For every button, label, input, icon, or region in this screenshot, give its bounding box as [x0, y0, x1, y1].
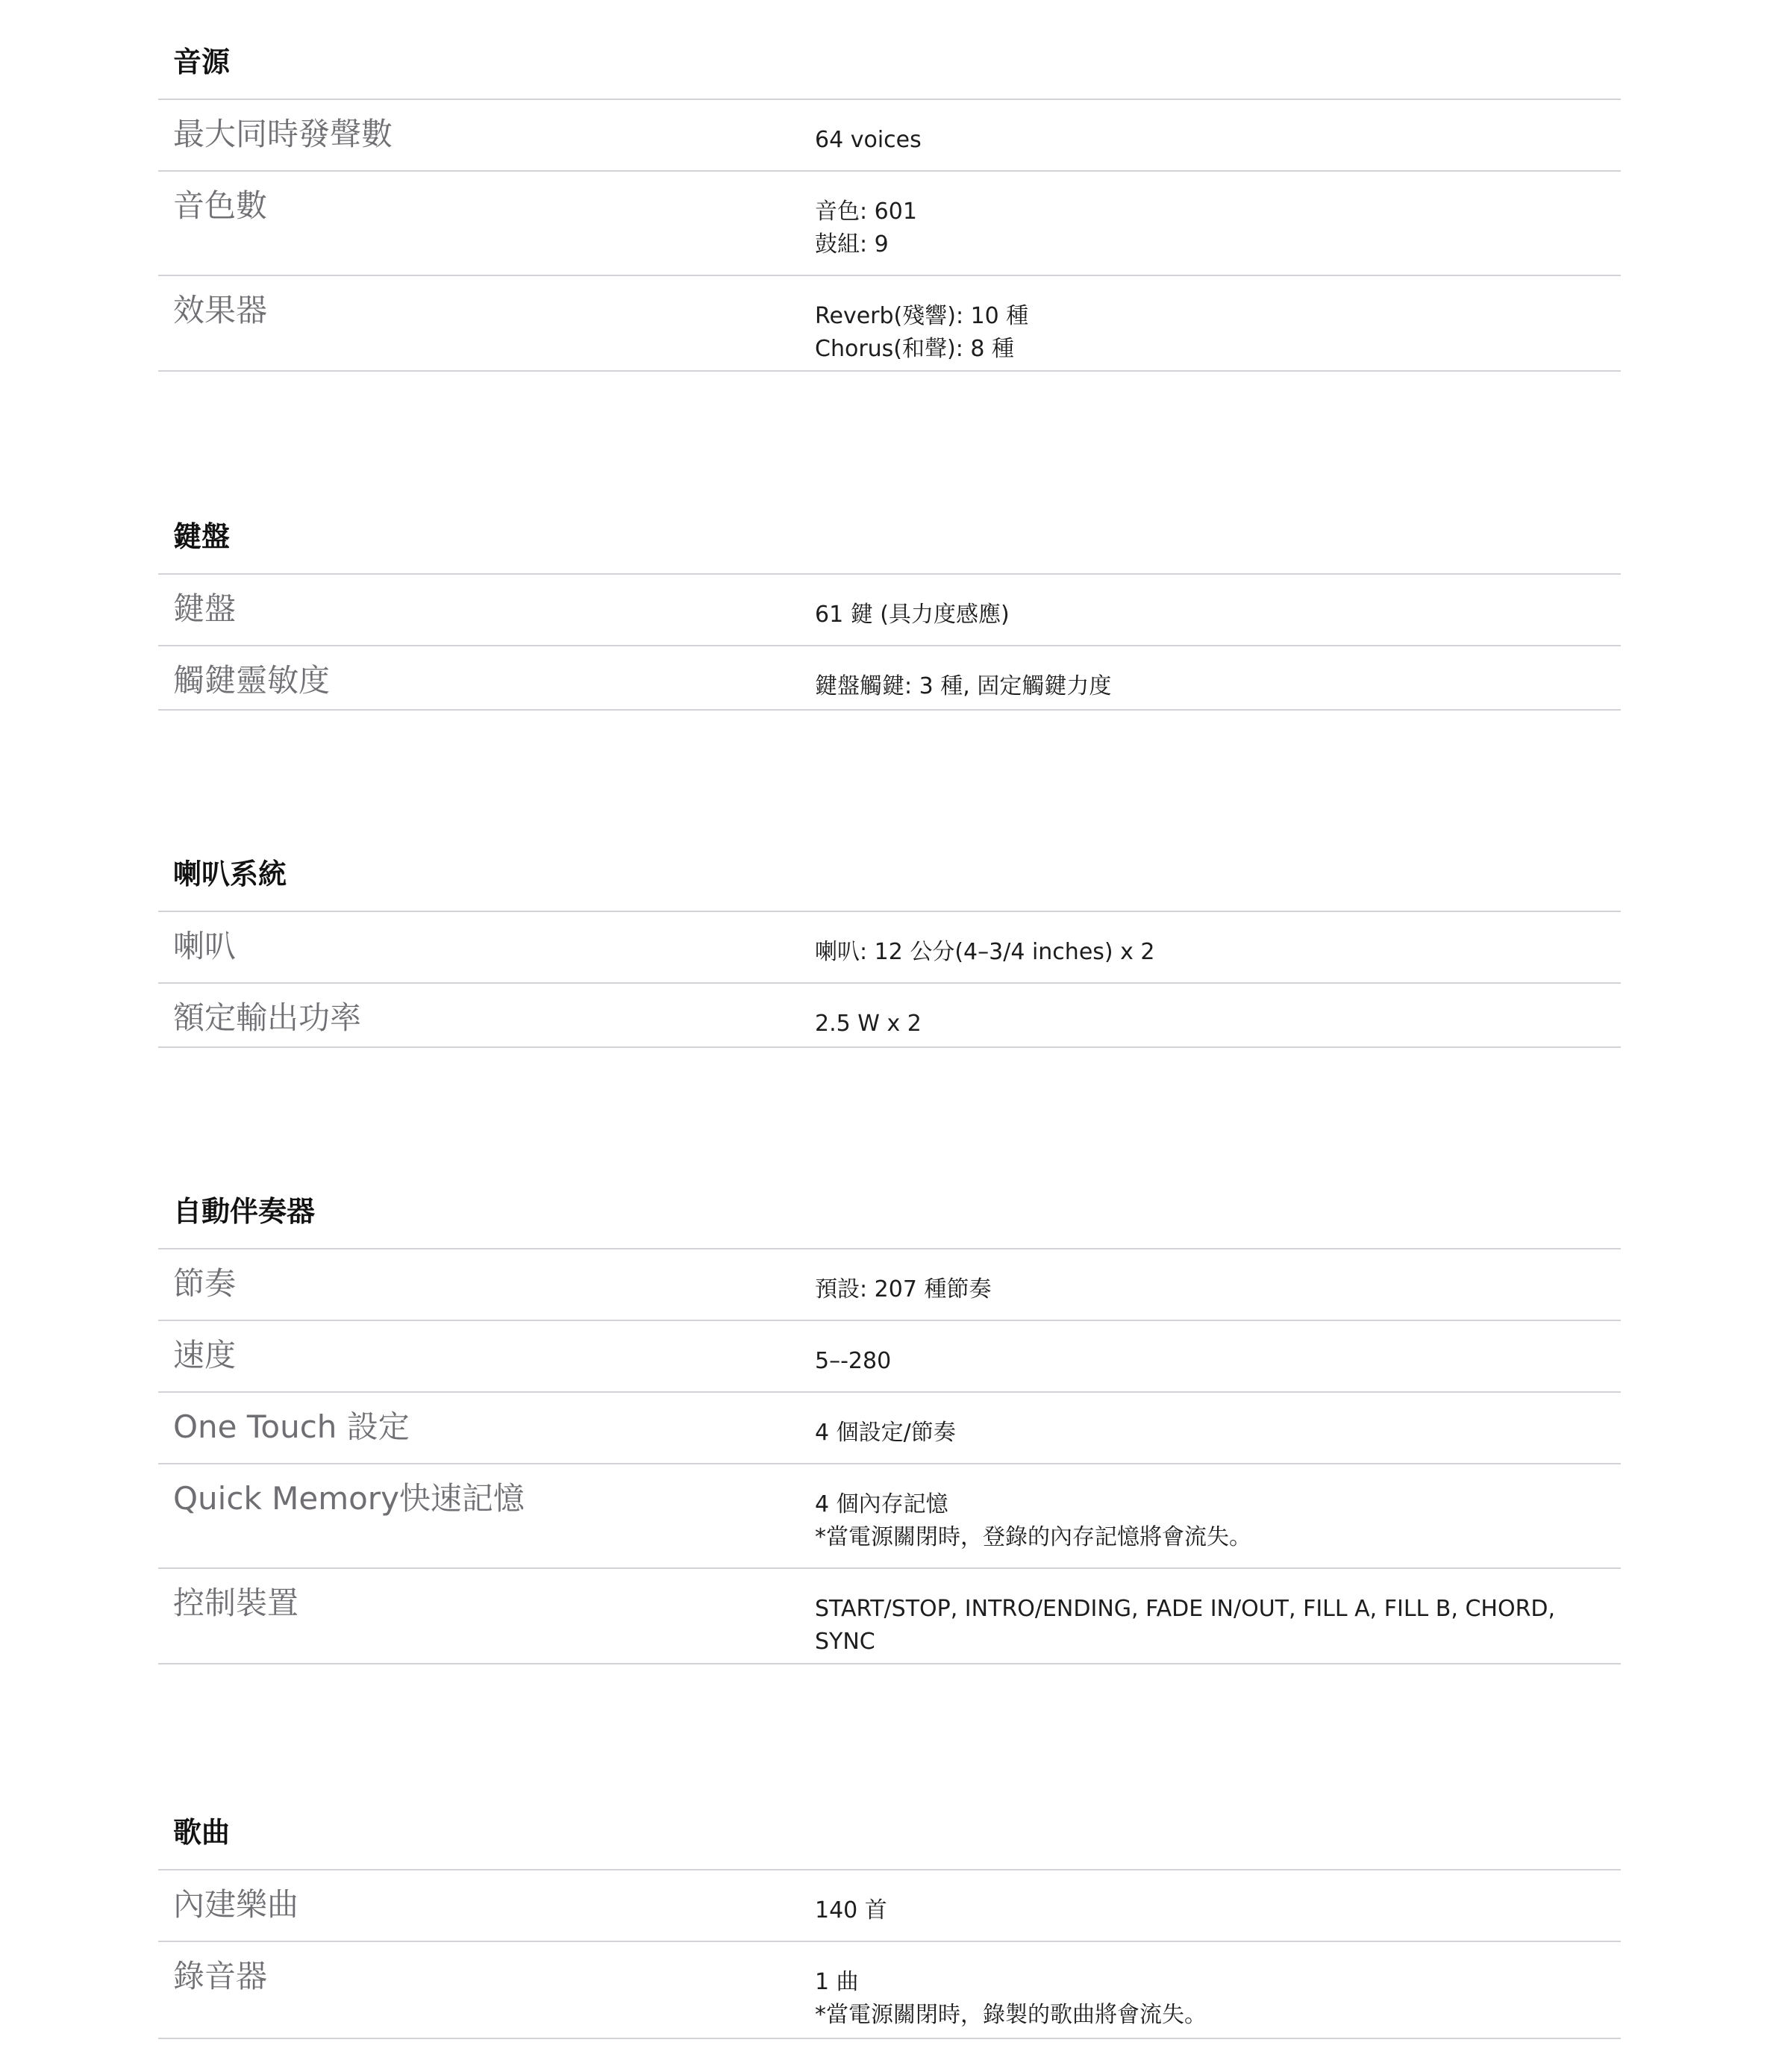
section-songs [158, 1796, 1621, 2039]
spec-row-quick-memory [158, 1464, 1621, 1569]
spec-label: 音色數 [173, 187, 268, 224]
spec-label: 節奏 [173, 1265, 237, 1302]
spec-value [815, 172, 1621, 275]
spec-value-line: 2.5 W x 2 [815, 1011, 922, 1037]
spec-label: 額定輸出功率 [173, 999, 362, 1036]
spec-value-line: 鍵盤觸鍵: 3 種, 固定觸鍵力度 [815, 673, 1112, 699]
section-tone-generator [158, 25, 1621, 372]
spec-value-line: 64 voices [815, 127, 922, 153]
section-title: 喇叭系統 [158, 837, 1621, 912]
spec-label: 觸鍵靈敏度 [173, 662, 331, 699]
spec-value-line: 1 曲 [815, 1969, 859, 1995]
spec-label: 鍵盤 [173, 590, 237, 627]
spec-row-tempo [158, 1321, 1621, 1393]
spec-label: 效果器 [173, 292, 268, 328]
section-title: 鍵盤 [158, 500, 1621, 575]
spec-label: 最大同時發聲數 [173, 116, 393, 152]
spec-value [815, 575, 1621, 645]
spec-value-line: 預設: 207 種節奏 [815, 1276, 992, 1302]
spec-row-speakers [158, 912, 1621, 984]
spec-value-line: Chorus(和聲): 8 種 [815, 336, 1014, 362]
spec-row-recorder [158, 1942, 1621, 2039]
spec-row-rhythms [158, 1249, 1621, 1321]
spec-value [815, 1249, 1621, 1320]
spec-row-one-touch [158, 1393, 1621, 1464]
spec-label: 控制裝置 [173, 1585, 299, 1621]
spec-value-line: 5–-280 [815, 1348, 892, 1374]
section-keyboard [158, 500, 1621, 711]
spec-row-effects [158, 276, 1621, 372]
spec-value-line: *當電源關閉時，登錄的內存記憶將會流失。 [815, 1524, 1251, 1550]
spec-row-keys [158, 575, 1621, 646]
spec-row-controls [158, 1569, 1621, 1664]
spec-label: 速度 [173, 1337, 237, 1373]
spec-value [815, 1942, 1621, 2038]
section-title: 音源 [158, 25, 1621, 100]
section-title: 歌曲 [158, 1796, 1621, 1870]
spec-value [815, 1569, 1621, 1663]
spec-value [815, 984, 1621, 1046]
spec-value [815, 1321, 1621, 1391]
spec-value-line: 音色: 601 [815, 199, 917, 225]
spec-value-line: START/STOP, INTRO/ENDING, FADE IN/OUT, FILL A, FILL B, CHORD, SYNC [815, 1596, 1556, 1655]
spec-row-touch-sensitivity [158, 646, 1621, 711]
spec-value-line: 鼓組: 9 [815, 231, 889, 258]
spec-value [815, 1870, 1621, 1941]
spec-label: 喇叭 [173, 928, 237, 964]
spec-value [815, 1393, 1621, 1463]
spec-value [815, 276, 1621, 370]
spec-value-line: 喇叭: 12 公分(4–3/4 inches) x 2 [815, 939, 1155, 965]
spec-value [815, 912, 1621, 982]
spec-value-line: 4 個內存記憶 [815, 1491, 948, 1517]
spec-value [815, 100, 1621, 170]
spec-label: 錄音器 [173, 1958, 268, 1994]
section-auto-accompaniment [158, 1175, 1621, 1664]
spec-row-output-power [158, 984, 1621, 1048]
spec-row-voices [158, 172, 1621, 276]
section-title: 自動伴奏器 [158, 1175, 1621, 1249]
spec-label: Quick Memory快速記憶 [173, 1480, 525, 1517]
spec-label: 內建樂曲 [173, 1886, 299, 1923]
section-speaker-system [158, 837, 1621, 1048]
spec-value-line: 61 鍵 (具力度感應) [815, 602, 1010, 628]
spec-value [815, 646, 1621, 709]
spec-row-polyphony [158, 100, 1621, 172]
spec-value-line: 140 首 [815, 1897, 887, 1923]
spec-value-line: *當電源關閉時，錄製的歌曲將會流失。 [815, 2002, 1207, 2028]
spec-label: One Touch 設定 [173, 1408, 410, 1445]
spec-row-preset-songs [158, 1870, 1621, 1942]
spec-value [815, 1464, 1621, 1567]
spec-value-line: Reverb(殘響): 10 種 [815, 303, 1029, 329]
spec-value-line: 4 個設定/節奏 [815, 1420, 956, 1446]
